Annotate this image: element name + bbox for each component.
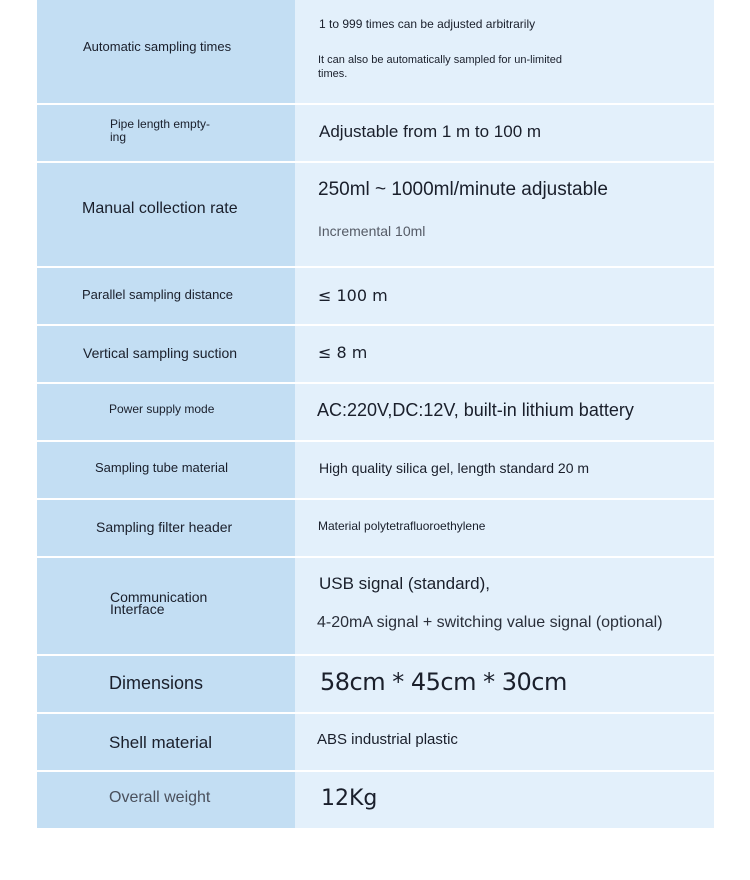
spec-label-cell xyxy=(37,384,295,440)
spec-value-cell xyxy=(295,326,714,382)
spec-value-cell xyxy=(295,500,714,556)
spec-row-vertical-sampling-suction xyxy=(37,326,714,384)
spec-label: Pipe length empty-ing xyxy=(110,117,211,144)
spec-label: Power supply mode xyxy=(109,402,215,416)
spec-label: Parallel sampling distance xyxy=(82,287,234,302)
spec-value-primary: AC:220V,DC:12V, built-in lithium battery xyxy=(317,400,634,420)
spec-label-cell xyxy=(37,772,295,828)
spec-row-shell-material xyxy=(37,714,714,772)
spec-row-communication-interface xyxy=(37,558,714,656)
spec-label: Shell material xyxy=(109,733,212,752)
spec-value-primary: Material polytetrafluoroethylene xyxy=(318,519,486,533)
spec-row-overall-weight xyxy=(37,772,714,828)
spec-value-cell xyxy=(295,105,714,161)
spec-value-primary: 1 to 999 times can be adjusted arbitrarily xyxy=(319,17,536,31)
spec-label: Vertical sampling suction xyxy=(83,345,238,361)
spec-row-parallel-sampling-distance xyxy=(37,268,714,326)
spec-row-automatic-sampling-times xyxy=(37,0,714,105)
spec-value-cell xyxy=(295,268,714,324)
spec-value-cell xyxy=(295,163,714,266)
spec-label-cell xyxy=(37,163,295,266)
spec-value-cell xyxy=(295,442,714,498)
spec-label-cell xyxy=(37,558,295,654)
spec-value-primary: High quality silica gel, length standard 20 m xyxy=(319,460,590,476)
spec-label-cell xyxy=(37,105,295,161)
spec-value-secondary: 4-20mA signal + switching value signal (optional) xyxy=(317,614,663,631)
spec-value-primary: ≤ 8 m xyxy=(318,343,368,362)
spec-row-manual-collection-rate xyxy=(37,163,714,268)
spec-row-power-supply-mode xyxy=(37,384,714,442)
spec-value-primary: ≤ 100 m xyxy=(318,286,388,305)
spec-label: Sampling tube material xyxy=(95,460,228,475)
spec-label: Communication Interface xyxy=(110,589,208,617)
spec-label: Sampling filter header xyxy=(96,519,233,535)
spec-row-sampling-tube-material xyxy=(37,442,714,500)
spec-row-dimensions xyxy=(37,656,714,714)
spec-value-cell xyxy=(295,0,714,103)
spec-label-cell xyxy=(37,656,295,712)
spec-value-secondary: It can also be automatically sampled for un-limited times. xyxy=(318,54,562,80)
spec-value-primary: Adjustable from 1 m to 100 m xyxy=(319,122,542,141)
spec-row-sampling-filter-header xyxy=(37,500,714,558)
spec-table xyxy=(37,0,714,828)
spec-value-cell xyxy=(295,656,714,712)
spec-label-cell xyxy=(37,326,295,382)
spec-value-cell xyxy=(295,714,714,770)
spec-value-cell xyxy=(295,384,714,440)
spec-value-primary: 12Kg xyxy=(321,786,378,811)
spec-value-secondary: Incremental 10ml xyxy=(318,223,426,239)
spec-value-primary: 58cm * 45cm * 30cm xyxy=(320,668,567,696)
spec-row-pipe-length-emptying xyxy=(37,105,714,163)
spec-value-primary: ABS industrial plastic xyxy=(317,731,458,748)
spec-label-cell xyxy=(37,0,295,103)
spec-label-cell xyxy=(37,442,295,498)
spec-value-primary: 250ml ~ 1000ml/minute adjustable xyxy=(318,179,608,200)
spec-label: Dimensions xyxy=(109,673,204,693)
spec-label: Overall weight xyxy=(109,789,211,806)
spec-value-cell xyxy=(295,772,714,828)
spec-label-cell xyxy=(37,714,295,770)
spec-value-primary: USB signal (standard), xyxy=(319,574,491,593)
spec-label-cell xyxy=(37,268,295,324)
spec-label-cell xyxy=(37,500,295,556)
spec-label: Automatic sampling times xyxy=(83,39,232,54)
spec-value-cell xyxy=(295,558,714,654)
spec-label: Manual collection rate xyxy=(82,200,238,217)
